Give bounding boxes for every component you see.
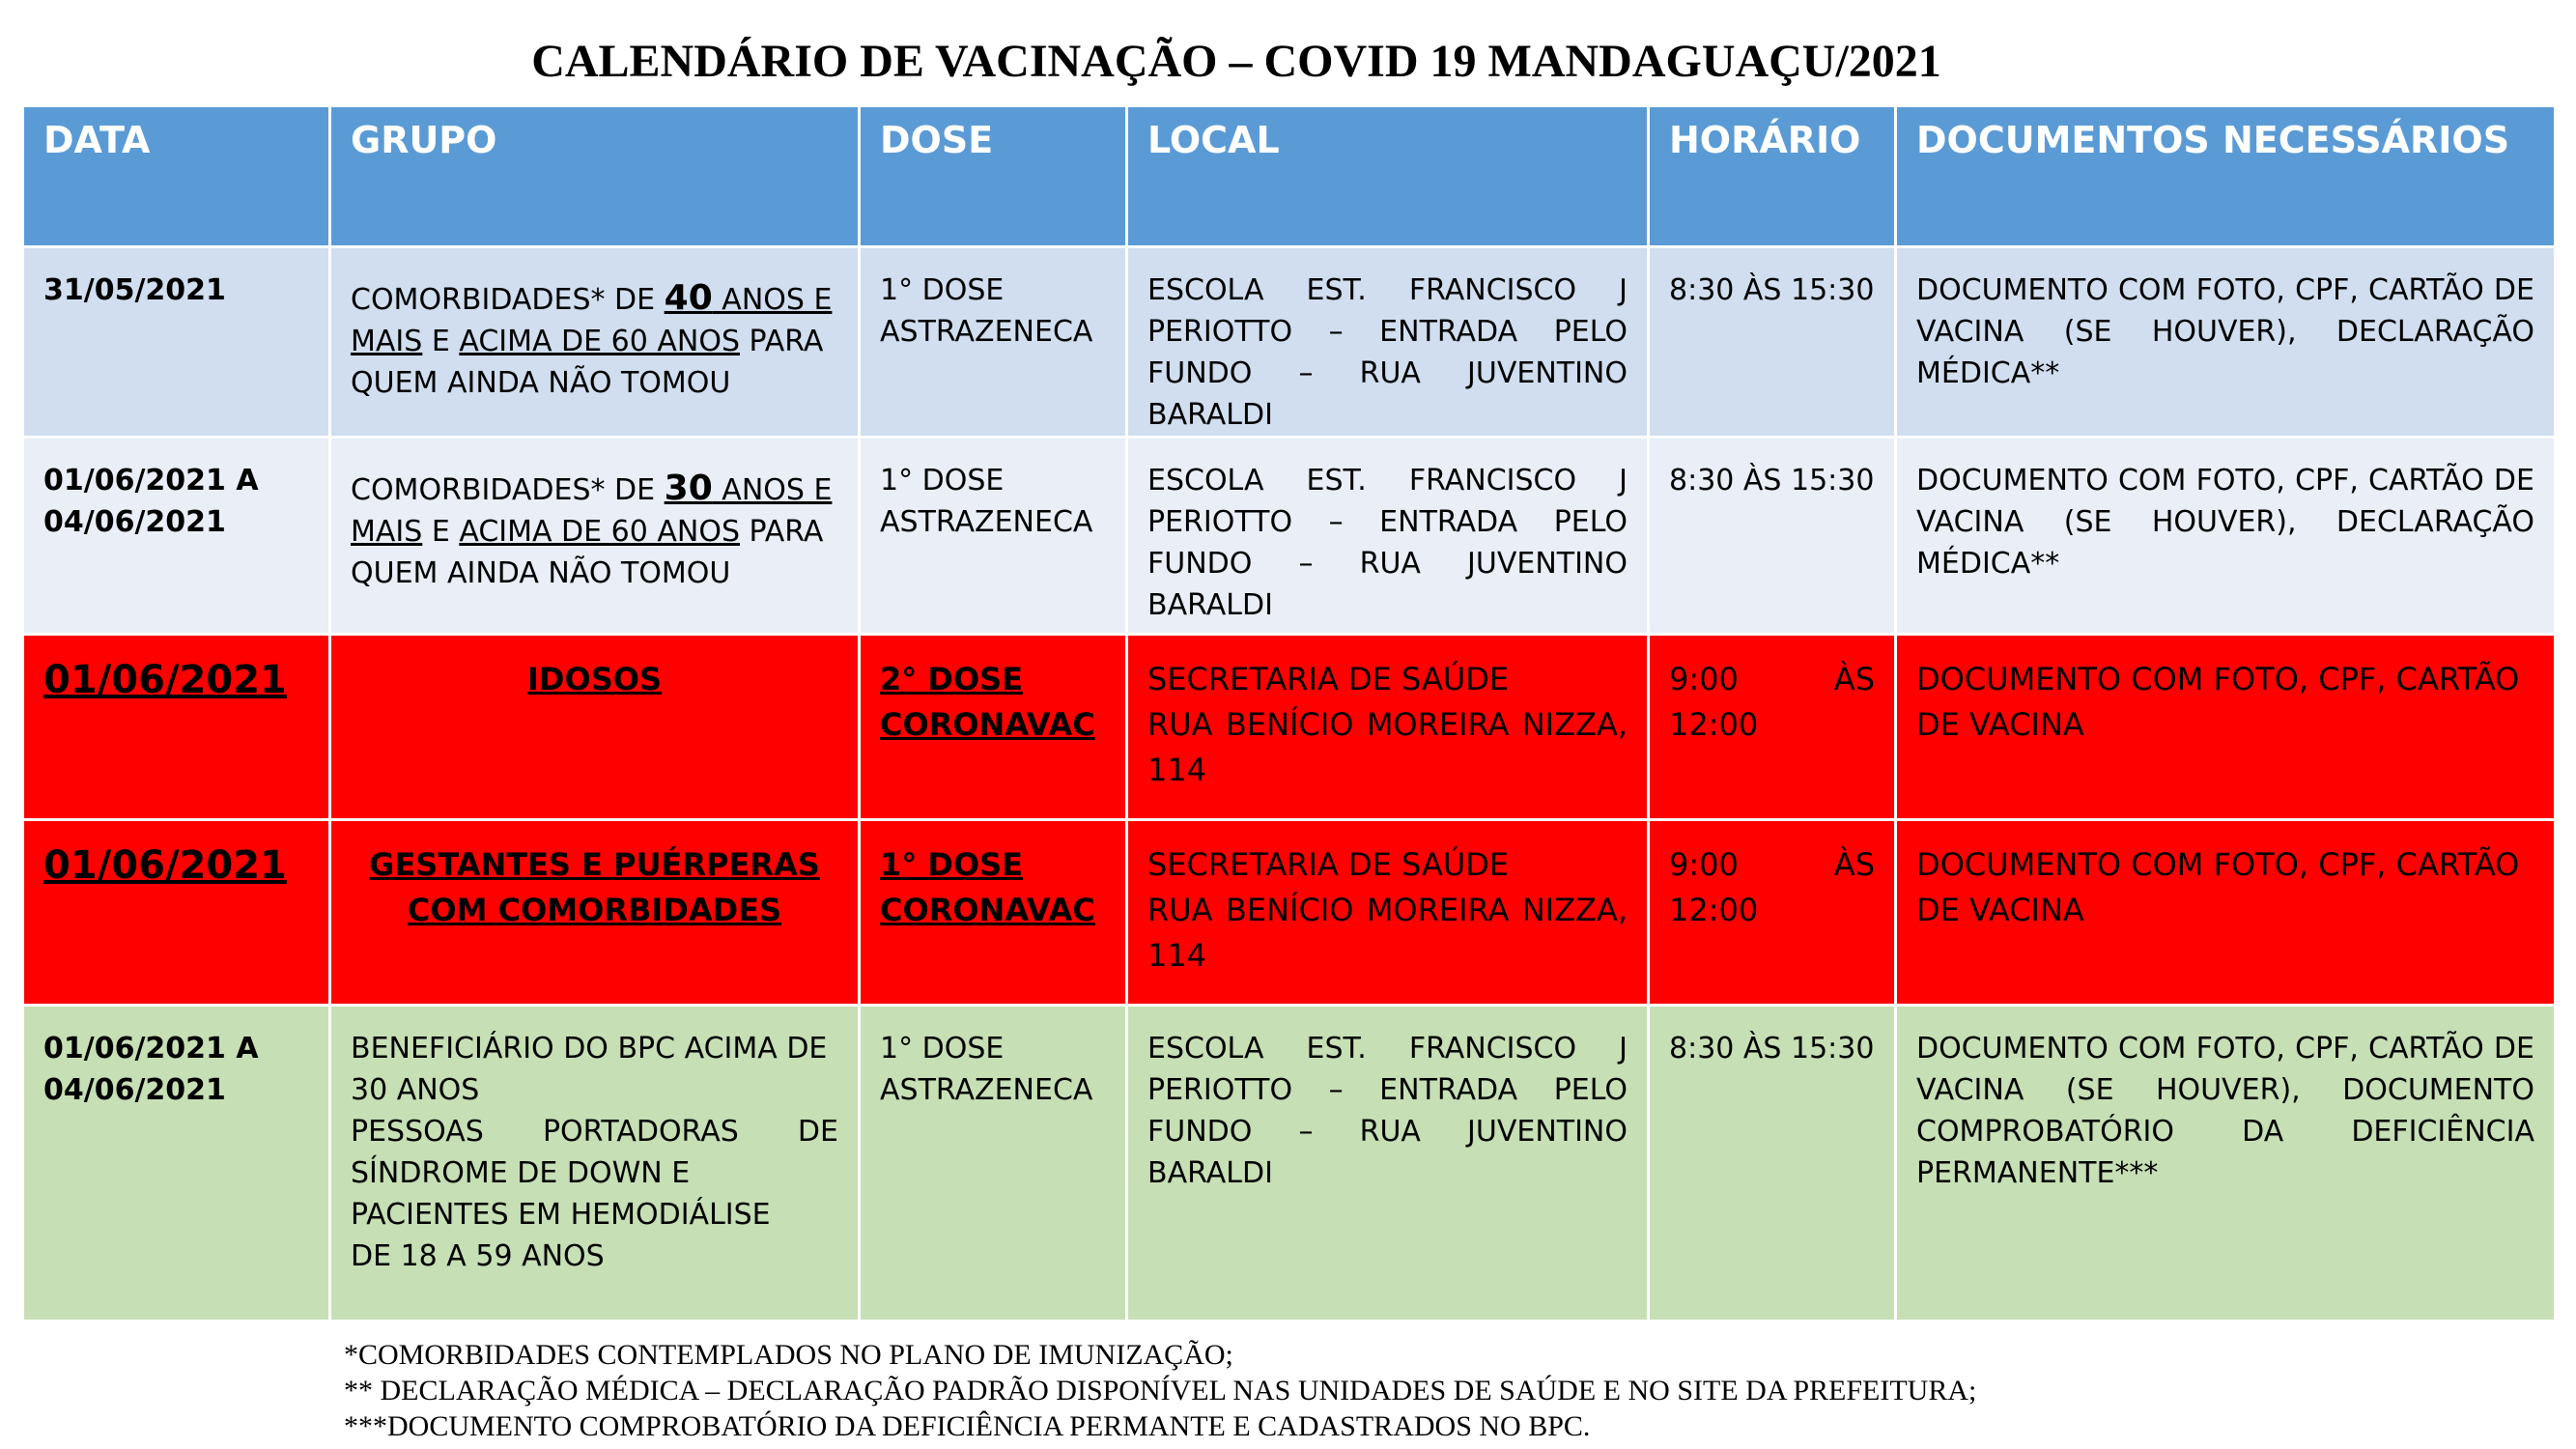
cell-horario: 8:30 ÀS 15:30 <box>1649 1006 1896 1321</box>
age-number: 30 <box>664 469 713 508</box>
cell-documentos: DOCUMENTO COM FOTO, CPF, CARTÃO DE VACINA (SE HOUVER), DOCUMENTO COMPROBATÓRIO DA DEFICIÊNCIA PERMANENTE*** <box>1896 1006 2556 1321</box>
date-text: 04/06/2021 <box>43 1073 226 1107</box>
grupo-text: E <box>422 515 460 549</box>
cell-documentos: DOCUMENTO COM FOTO, CPF, CARTÃO DE VACINA (SE HOUVER), DECLARAÇÃO MÉDICA** <box>1896 247 2556 438</box>
grupo-text: ANOS E <box>712 283 833 317</box>
grupo-text: DE 18 A 59 ANOS <box>351 1239 605 1273</box>
local-text: SECRETARIA DE SAÚDE <box>1147 661 1510 697</box>
cell-horario <box>1649 820 1896 1006</box>
hour-text: 9:00 <box>1669 846 1739 883</box>
dose-text: 2° DOSE <box>880 661 1024 697</box>
grupo-text: ACIMA DE 60 ANOS <box>459 325 740 358</box>
cell-data <box>23 635 330 820</box>
dose-text: 1° DOSE <box>880 273 1005 307</box>
grupo-text: IDOSOS <box>527 661 662 697</box>
date-text: 01/06/2021 A <box>43 464 259 497</box>
cell-data <box>23 438 330 635</box>
vaccine-text: CORONAVAC <box>880 892 1095 928</box>
hour-text: ÀS <box>1833 661 1875 697</box>
grupo-text: COMORBIDADES* DE <box>351 283 665 317</box>
cell-horario: 8:30 ÀS 15:30 <box>1649 247 1896 438</box>
cell-documentos: DOCUMENTO COM FOTO, CPF, CARTÃO DE VACINA <box>1896 635 2556 820</box>
header-dose: DOSE <box>860 106 1127 247</box>
cell-local: ESCOLA EST. FRANCISCO J PERIOTTO – ENTRADA PELO FUNDO – RUA JUVENTINO BARALDI <box>1127 247 1649 438</box>
date-text: 01/06/2021 <box>43 658 287 702</box>
vaccine-text: ASTRAZENECA <box>880 315 1093 349</box>
cell-data <box>23 1006 330 1321</box>
cell-documentos: DOCUMENTO COM FOTO, CPF, CARTÃO DE VACINA <box>1896 820 2556 1006</box>
dose-text: 1° DOSE <box>880 846 1024 883</box>
footnote: ***DOCUMENTO COMPROBATÓRIO DA DEFICIÊNCIA PERMANTE E CADASTRADOS NO BPC. <box>344 1410 1591 1442</box>
table-row <box>23 1006 2556 1321</box>
grupo-text: COMORBIDADES* DE <box>351 473 665 507</box>
header-horario: HORÁRIO <box>1649 106 1896 247</box>
table-row <box>23 820 2556 1006</box>
cell-data <box>23 247 330 438</box>
header-local: LOCAL <box>1127 106 1649 247</box>
cell-grupo <box>330 820 860 1006</box>
header-documentos: DOCUMENTOS NECESSÁRIOS <box>1896 106 2556 247</box>
cell-data <box>23 820 330 1006</box>
vaccine-text: ASTRAZENECA <box>880 505 1093 539</box>
table-row <box>23 635 2556 820</box>
cell-dose <box>860 438 1127 635</box>
cell-horario: 8:30 ÀS 15:30 <box>1649 438 1896 635</box>
grupo-text: BENEFICIÁRIO DO BPC ACIMA DE 30 ANOS <box>351 1032 828 1107</box>
cell-grupo <box>330 247 860 438</box>
grupo-text: GESTANTES E PUÉRPERAS COM COMORBIDADES <box>369 846 820 928</box>
grupo-text: MAIS <box>351 515 423 549</box>
hour-text: 12:00 <box>1669 706 1759 743</box>
vaccine-text: CORONAVAC <box>880 706 1095 743</box>
footnote: *COMORBIDADES CONTEMPLADOS NO PLANO DE IMUNIZAÇÃO; <box>344 1339 1233 1371</box>
date-text: 04/06/2021 <box>43 505 226 539</box>
grupo-text: MAIS <box>351 325 423 358</box>
hour-text: 12:00 <box>1669 892 1759 928</box>
cell-local <box>1127 820 1649 1006</box>
hour-text: 9:00 <box>1669 661 1739 697</box>
cell-local: ESCOLA EST. FRANCISCO J PERIOTTO – ENTRADA PELO FUNDO – RUA JUVENTINO BARALDI <box>1127 1006 1649 1321</box>
cell-dose <box>860 635 1127 820</box>
table-row <box>23 247 2556 438</box>
dose-text: 1° DOSE <box>880 1032 1005 1065</box>
local-text: SECRETARIA DE SAÚDE <box>1147 846 1510 883</box>
dose-text: 1° DOSE <box>880 464 1005 497</box>
grupo-text: E <box>422 325 460 358</box>
cell-horario <box>1649 635 1896 820</box>
cell-grupo <box>330 1006 860 1321</box>
table-row <box>23 438 2556 635</box>
vaccination-schedule-table <box>21 104 2557 1322</box>
age-number: 40 <box>664 278 713 318</box>
footnote: ** DECLARAÇÃO MÉDICA – DECLARAÇÃO PADRÃO DISPONÍVEL NAS UNIDADES DE SAÚDE E NO SITE DA PREFEITURA; <box>344 1375 1977 1406</box>
cell-local: ESCOLA EST. FRANCISCO J PERIOTTO – ENTRADA PELO FUNDO – RUA JUVENTINO BARALDI <box>1127 438 1649 635</box>
hour-text: ÀS <box>1833 846 1875 883</box>
grupo-text: ANOS E <box>712 473 833 507</box>
header-data: DATA <box>23 106 330 247</box>
grupo-text: ACIMA DE 60 ANOS <box>459 515 740 549</box>
cell-dose <box>860 1006 1127 1321</box>
grupo-text: PACIENTES EM HEMODIÁLISE <box>351 1198 771 1232</box>
cell-grupo <box>330 438 860 635</box>
vaccine-text: ASTRAZENECA <box>880 1073 1093 1107</box>
cell-grupo <box>330 635 860 820</box>
local-text: RUA BENÍCIO MOREIRA NIZZA, 114 <box>1147 706 1628 788</box>
page-title: CALENDÁRIO DE VACINAÇÃO – COVID 19 MANDAGUAÇU/2021 <box>531 36 1941 87</box>
grupo-text: PESSOAS PORTADORAS DE SÍNDROME DE DOWN E <box>351 1115 838 1190</box>
cell-dose <box>860 247 1127 438</box>
date-text: 01/06/2021 <box>43 843 287 888</box>
cell-dose <box>860 820 1127 1006</box>
table-header-row <box>23 106 2556 247</box>
local-text: RUA BENÍCIO MOREIRA NIZZA, 114 <box>1147 892 1628 974</box>
cell-documentos: DOCUMENTO COM FOTO, CPF, CARTÃO DE VACINA (SE HOUVER), DECLARAÇÃO MÉDICA** <box>1896 438 2556 635</box>
date-text: 01/06/2021 A <box>43 1032 259 1065</box>
grupo-text: PARA QUEM AINDA NÃO TOMOU <box>351 325 824 400</box>
header-grupo: GRUPO <box>330 106 860 247</box>
date-text: 31/05/2021 <box>43 273 226 307</box>
grupo-text: PARA QUEM AINDA NÃO TOMOU <box>351 515 824 590</box>
footnotes <box>344 1337 1976 1444</box>
cell-local <box>1127 635 1649 820</box>
